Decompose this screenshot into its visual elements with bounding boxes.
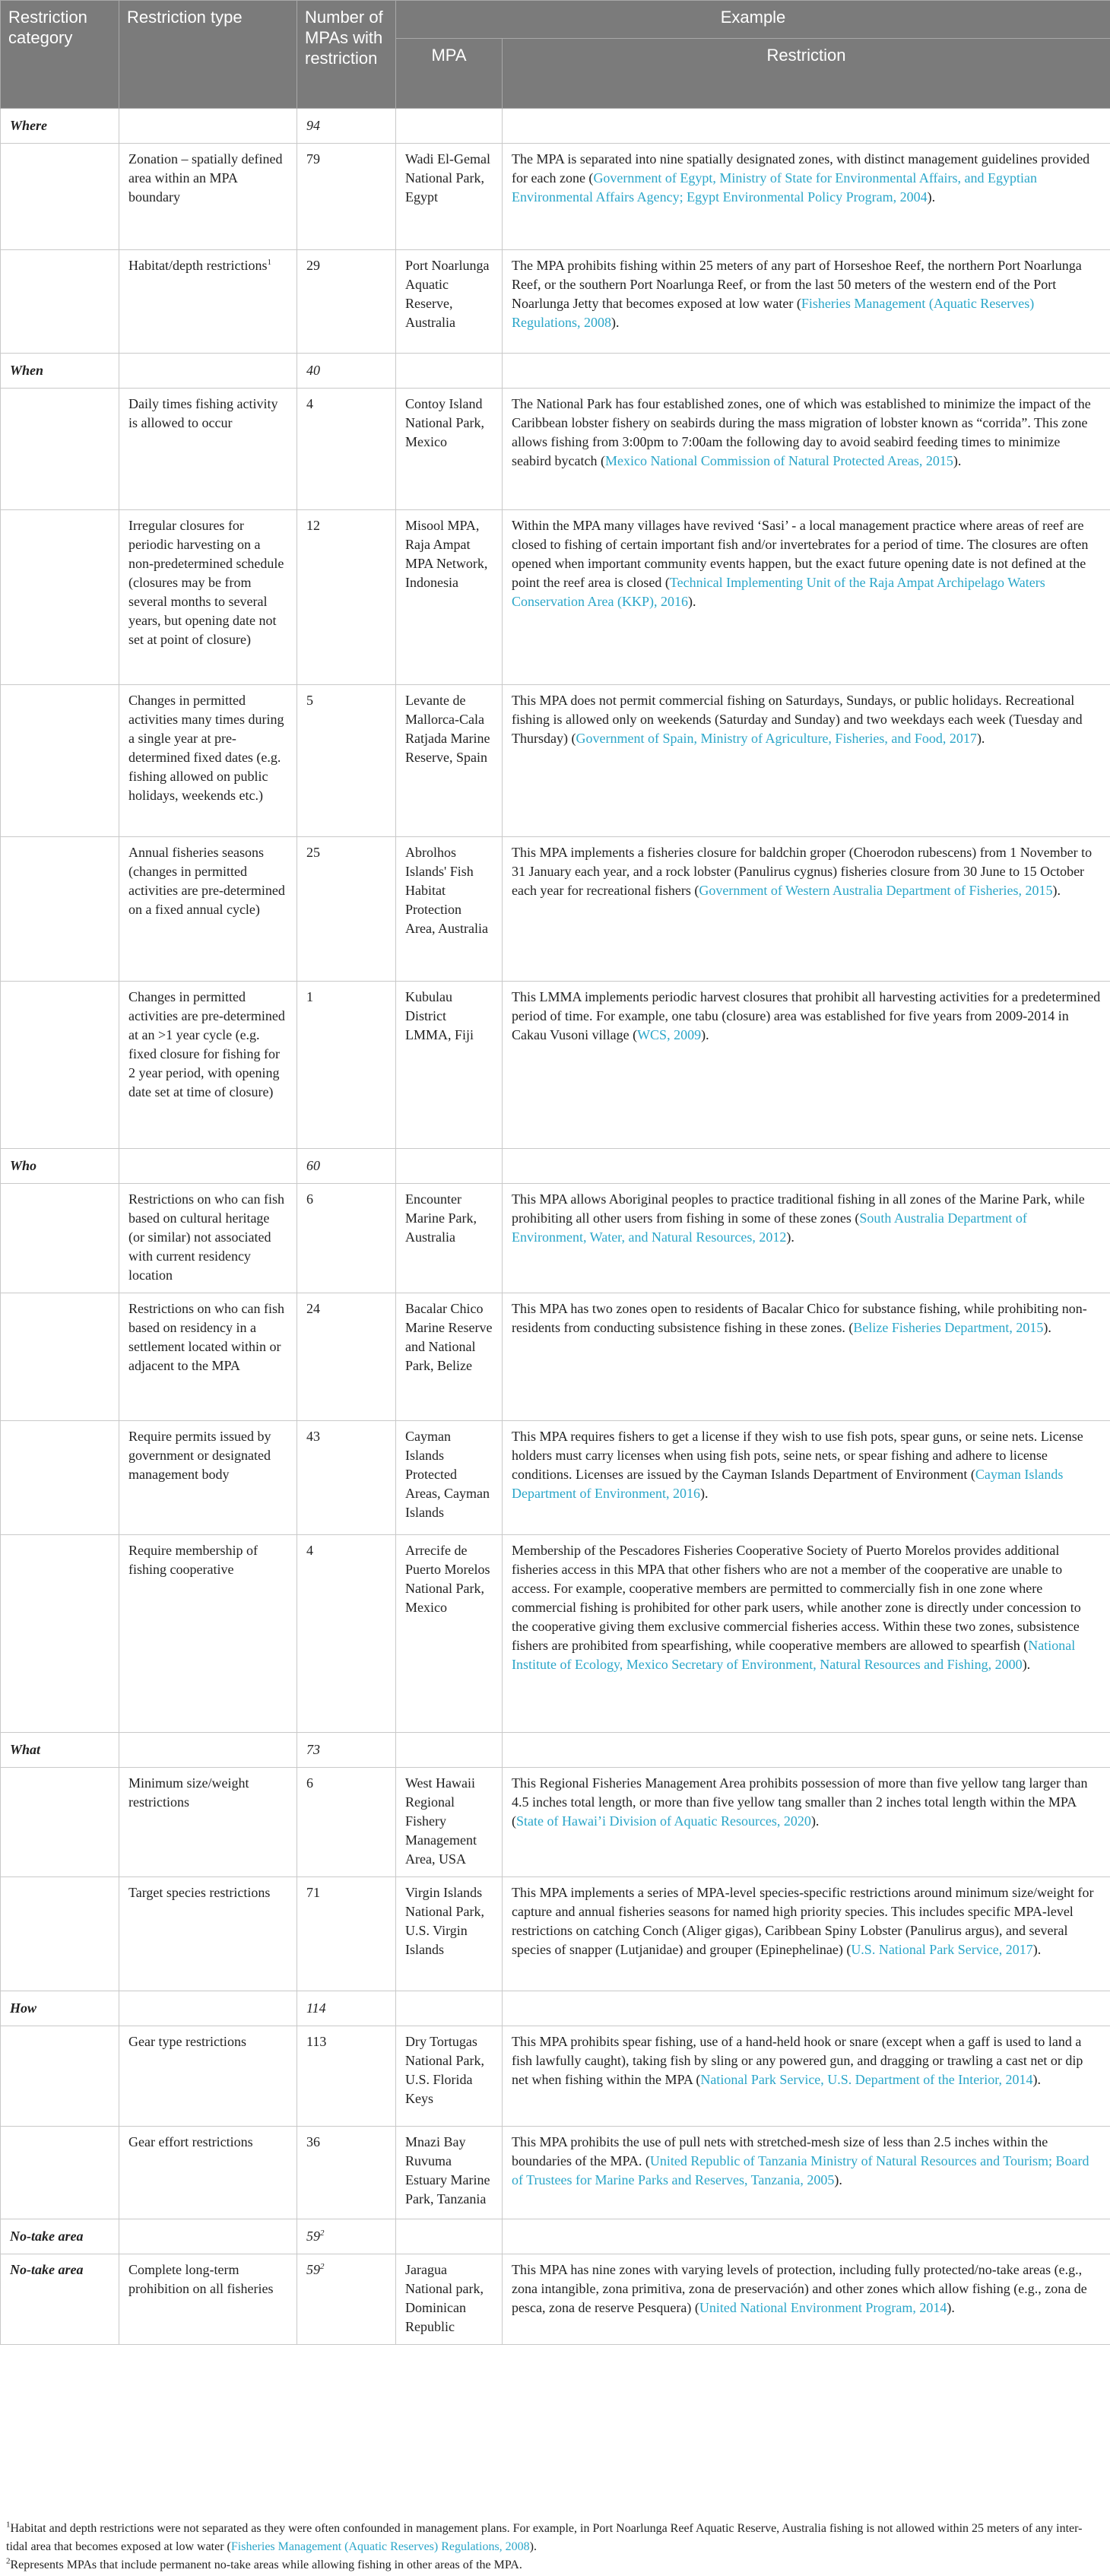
cell-restriction-type — [119, 1768, 297, 1877]
cell-number-of-mpas — [297, 1535, 396, 1733]
number-value: 6 — [306, 1775, 313, 1791]
mpa-name: Bacalar Chico Marine Reserve and National Park, Belize — [405, 1301, 493, 1373]
footnote-marker: 2 — [320, 2262, 325, 2271]
cell-number-of-mpas — [297, 1184, 396, 1293]
citation-link: Fisheries Management (Aquatic Reserves) Regulations, 2008 — [512, 296, 1035, 330]
cell-restriction — [503, 389, 1110, 510]
restriction-type-text: Changes in permitted activities are pre-determined at an >1 year cycle (e.g. fixed closure for fishing for 2 year period, with opening date set at time of closure) — [128, 989, 285, 1099]
footnote-marker: 2 — [320, 2229, 325, 2238]
restriction-text-end: ). — [947, 2300, 955, 2315]
table-row — [1, 1535, 1110, 1733]
cell-number-of-mpas — [297, 2254, 396, 2345]
citation-link: State of Hawai’i Division of Aquatic Resources, 2020 — [516, 1813, 811, 1829]
footnote-text: Habitat and depth restrictions were not separated as they were often confounded in management plans. For example, in Port Noarlunga Reef Aquatic Reserve, Australia fishing is not allowed within 25 meters of any inter-tidal area that becomes exposed at low water ( — [6, 2522, 1083, 2553]
category-row — [1, 109, 1110, 144]
restriction-text: This LMMA implements periodic harvest closures that prohibit all harvesting activities for a predetermined period of time. For example, one tabu (closure) area was established for five years from 2009-2014 in Cakau Vusoni village ( — [512, 989, 1101, 1042]
restriction-text: This MPA prohibits the use of pull nets with stretched-mesh size of less than 2.5 inches within the boundaries of the MPA. ( — [512, 2134, 1048, 2168]
mpa-name: Levante de Mallorca-Cala Ratjada Marine Reserve, Spain — [405, 693, 490, 765]
restriction-text-end: ). — [687, 594, 696, 609]
cell-number-of-mpas — [297, 250, 396, 354]
mpa-name: Cayman Islands Protected Areas, Cayman Islands — [405, 1429, 490, 1520]
table-row — [1, 2127, 1110, 2219]
restriction-text: The National Park has four established zones, one of which was established to minimize the impact of the Caribbean lobster fishery on seabirds during the mass migration of lobster known as “corrida”. This zone allows fishing from 3:00pm to 7:00am the following day to avoid seabird feeding times to minimize seabird bycatch ( — [512, 396, 1091, 468]
cell-category — [1, 982, 119, 1149]
number-value: 59 — [306, 2262, 320, 2277]
header-restriction-category: Restriction category — [1, 1, 119, 109]
restriction-type-text: Restrictions on who can fish based on cultural heritage (or similar) not associated with current residency location — [128, 1191, 284, 1283]
number-value: 4 — [306, 1543, 313, 1558]
restriction-type-text: Gear type restrictions — [128, 2034, 246, 2049]
citation-link: United National Environment Program, 2014 — [699, 2300, 947, 2315]
category-row — [1, 1733, 1110, 1768]
number-value: 12 — [306, 518, 320, 533]
category-label: No-take area — [10, 2262, 84, 2277]
citation-link: Government of Spain, Ministry of Agriculture, Fisheries, and Food, 2017 — [576, 731, 977, 746]
cell-category — [1, 354, 119, 389]
cell-number-of-mpas — [297, 510, 396, 685]
restriction-type-text: Complete long-term prohibition on all fisheries — [128, 2262, 274, 2296]
cell-category — [1, 1877, 119, 1991]
header-example: Example — [396, 1, 1110, 39]
cell-restriction — [503, 144, 1110, 250]
citation-link: National Park Service, U.S. Department of the Interior, 2014 — [700, 2072, 1033, 2087]
table-row — [1, 144, 1110, 250]
restriction-text: This MPA requires fishers to get a license if they wish to use fish pots, spear guns, or seine nets. License holders must carry licenses when using fish pots, seine nets, or spear fishing and adhere to license conditions. Licenses are issued by the Cayman Islands Department of Environment ( — [512, 1429, 1083, 1482]
table-row — [1, 982, 1110, 1149]
table-row — [1, 1184, 1110, 1293]
cell-category — [1, 2219, 119, 2254]
restriction-text-end: ). — [1032, 1942, 1042, 1957]
restriction-text-end: ). — [1043, 1320, 1051, 1335]
cell-mpa — [396, 354, 503, 389]
number-value: 36 — [306, 2134, 320, 2149]
cell-category — [1, 1768, 119, 1877]
cell-mpa — [396, 250, 503, 354]
restriction-text-end: ). — [927, 189, 936, 205]
mpa-name: Wadi El-Gemal National Park, Egypt — [405, 151, 491, 205]
cell-mpa — [396, 2026, 503, 2127]
mpa-name: Port Noarlunga Aquatic Reserve, Australia — [405, 258, 490, 330]
restriction-type-text: Require permits issued by government or designated management body — [128, 1429, 271, 1482]
citation-link: Belize Fisheries Department, 2015 — [853, 1320, 1044, 1335]
category-label: How — [10, 2000, 37, 2016]
footnote-marker: 1 — [267, 258, 271, 267]
cell-mpa — [396, 1991, 503, 2026]
cell-restriction — [503, 354, 1110, 389]
restriction-text: This MPA allows Aboriginal peoples to practice traditional fishing in all zones of the Marine Park, while prohibiting all other users from fishing in some of these zones ( — [512, 1191, 1085, 1226]
cell-mpa — [396, 982, 503, 1149]
cell-mpa — [396, 1293, 503, 1421]
restriction-text-end: ). — [699, 1486, 709, 1501]
cell-restriction-type — [119, 1991, 297, 2026]
number-value: 6 — [306, 1191, 313, 1207]
cell-restriction — [503, 982, 1110, 1149]
cell-restriction — [503, 109, 1110, 144]
cell-number-of-mpas — [297, 1991, 396, 2026]
restriction-text-end: ). — [953, 453, 962, 468]
cell-restriction — [503, 510, 1110, 685]
restriction-type-text: Annual fisheries seasons (changes in permitted activities are pre-determined on a fixed annual cycle) — [128, 845, 285, 917]
cell-restriction — [503, 250, 1110, 354]
restriction-type-text: Require membership of fishing cooperative — [128, 1543, 258, 1577]
table-row — [1, 2254, 1110, 2345]
cell-restriction-type — [119, 144, 297, 250]
mpa-name: Jaragua National park, Dominican Republic — [405, 2262, 484, 2334]
footnote — [6, 2520, 1101, 2556]
cell-restriction — [503, 1733, 1110, 1768]
cell-restriction — [503, 2254, 1110, 2345]
cell-restriction — [503, 2127, 1110, 2219]
cell-number-of-mpas — [297, 1768, 396, 1877]
restriction-text: Within the MPA many villages have revived ‘Sasi’ - a local management practice where areas of reef are closed to fishing of certain important fish and/or invertebrates for a period of time. The closures are often opened when important community events happen, but the exact future opening date is not defined at the point the reef area is closed ( — [512, 518, 1089, 590]
mpa-name: West Hawaii Regional Fishery Management Area, USA — [405, 1775, 477, 1867]
cell-number-of-mpas — [297, 354, 396, 389]
cell-number-of-mpas — [297, 1293, 396, 1421]
mpa-name: Misool MPA, Raja Ampat MPA Network, Indonesia — [405, 518, 488, 590]
cell-mpa — [396, 837, 503, 982]
cell-category — [1, 2127, 119, 2219]
cell-category — [1, 2254, 119, 2345]
citation-link: U.S. National Park Service, 2017 — [851, 1942, 1033, 1957]
table-row — [1, 1768, 1110, 1877]
cell-mpa — [396, 1733, 503, 1768]
cell-category — [1, 144, 119, 250]
cell-restriction-type — [119, 2219, 297, 2254]
cell-number-of-mpas — [297, 2127, 396, 2219]
cell-mpa — [396, 144, 503, 250]
cell-restriction — [503, 2219, 1110, 2254]
footnote-number: 2 — [6, 2556, 11, 2566]
cell-mpa — [396, 685, 503, 837]
restriction-text: This MPA has two zones open to residents of Bacalar Chico for substance fishing, while prohibiting non-residents from conducting subsistence fishing in these zones. ( — [512, 1301, 1087, 1335]
cell-number-of-mpas — [297, 144, 396, 250]
restriction-text-end: ). — [834, 2172, 842, 2187]
footnote-citation-link: Fisheries Management (Aquatic Reserves) Regulations, 2008 — [230, 2540, 530, 2553]
cell-restriction — [503, 1877, 1110, 1991]
footnote — [6, 2556, 1101, 2574]
restriction-text: The MPA prohibits fishing within 25 meters of any part of Horseshoe Reef, the northern Port Noarlunga Reef, or the southern Port Noarlunga Reef, or from the last 50 meters of the western end of the Port Noarlunga Jetty that becomes exposed at low water ( — [512, 258, 1082, 311]
cell-mpa — [396, 510, 503, 685]
footnote-text: Represents MPAs that include permanent no-take areas while allowing fishing in other areas of the MPA. — [10, 2559, 522, 2571]
cell-number-of-mpas — [297, 1733, 396, 1768]
cell-number-of-mpas — [297, 389, 396, 510]
citation-link: Government of Western Australia Department of Fisheries, 2015 — [699, 883, 1053, 898]
table-row — [1, 250, 1110, 354]
header-restriction-type: Restriction type — [119, 1, 297, 109]
number-value: 5 — [306, 693, 313, 708]
number-value: 29 — [306, 258, 320, 273]
mpa-name: Virgin Islands National Park, U.S. Virgin Islands — [405, 1885, 484, 1957]
cell-category — [1, 250, 119, 354]
cell-restriction — [503, 2026, 1110, 2127]
restriction-type-text: Gear effort restrictions — [128, 2134, 253, 2149]
category-row — [1, 354, 1110, 389]
table-row — [1, 510, 1110, 685]
table-row — [1, 837, 1110, 982]
restriction-text-end: ). — [701, 1027, 709, 1042]
restriction-type-text: Minimum size/weight restrictions — [128, 1775, 249, 1810]
cell-restriction-type — [119, 250, 297, 354]
restriction-text-end: ). — [810, 1813, 820, 1829]
cell-category — [1, 389, 119, 510]
cell-restriction-type — [119, 1733, 297, 1768]
cell-number-of-mpas — [297, 109, 396, 144]
number-value: 114 — [306, 2000, 326, 2016]
cell-category — [1, 2026, 119, 2127]
footnote-number: 1 — [6, 2520, 11, 2530]
number-value: 60 — [306, 1158, 320, 1173]
cell-restriction-type — [119, 1535, 297, 1733]
number-value: 25 — [306, 845, 320, 860]
cell-restriction — [503, 1535, 1110, 1733]
restriction-type-text: Changes in permitted activities many times during a single year at pre-determined fixed dates (e.g. fishing allowed on public holidays, weekends etc.) — [128, 693, 284, 803]
cell-number-of-mpas — [297, 685, 396, 837]
cell-restriction — [503, 1991, 1110, 2026]
number-value: 73 — [306, 1742, 320, 1757]
table-row — [1, 1877, 1110, 1991]
restriction-text: The MPA is separated into nine spatially designated zones, with distinct management guidelines provided for each zone ( — [512, 151, 1090, 186]
citation-link: WCS, 2009 — [637, 1027, 702, 1042]
cell-restriction — [503, 685, 1110, 837]
restriction-text: This Regional Fisheries Management Area prohibits possession of more than five yellow tang larger than 4.5 inches total length, or more than five yellow tang smaller than 2 inches total length within the MPA ( — [512, 1775, 1088, 1829]
citation-link: United Republic of Tanzania Ministry of Natural Resources and Tourism; Board of Trustees for Marine Parks and Reserves, Tanzania, 2005 — [512, 2153, 1089, 2187]
restriction-text: This MPA prohibits spear fishing, use of a hand-held hook or snare (except when a gaff is used to land a fish lawfully caught), taking fish by sling or any powered gun, and dragging or trawling a cast net or dip net when fishing within the MPA ( — [512, 2034, 1083, 2087]
citation-link: Cayman Islands Department of Environment, 2016 — [512, 1467, 1064, 1501]
restriction-type-text: Zonation – spatially defined area within an MPA boundary — [128, 151, 283, 205]
category-row — [1, 1991, 1110, 2026]
restriction-text: This MPA implements a fisheries closure for baldchin groper (Choerodon rubescens) from 1 November to 31 January each year, and a rock lobster (Panulirus cygnus) fisheries closure from 30 June to 15 October each year for recreational fishers ( — [512, 845, 1093, 898]
citation-link: Technical Implementing Unit of the Raja Ampat Archipelago Waters Conservation Area (KKP), 2016 — [512, 575, 1045, 609]
restriction-text-end: ). — [786, 1229, 794, 1245]
category-row — [1, 1149, 1110, 1184]
cell-restriction — [503, 1293, 1110, 1421]
citation-link: South Australia Department of Environment, Water, and Natural Resources, 2012 — [512, 1210, 1027, 1245]
number-value: 71 — [306, 1885, 320, 1900]
cell-mpa — [396, 1877, 503, 1991]
cell-category — [1, 109, 119, 144]
table-row — [1, 685, 1110, 837]
cell-mpa — [396, 1535, 503, 1733]
mpa-name: Abrolhos Islands' Fish Habitat Protection Area, Australia — [405, 845, 488, 936]
restriction-text: This MPA does not permit commercial fishing on Saturdays, Sundays, or public holidays. Recreational fishing is allowed only on weekends (Saturday and Sunday) and two weekdays each week (Tuesday and Thursday) ( — [512, 693, 1083, 746]
mpa-name: Arrecife de Puerto Morelos National Park, Mexico — [405, 1543, 490, 1615]
cell-number-of-mpas — [297, 1877, 396, 1991]
cell-number-of-mpas — [297, 2219, 396, 2254]
header-mpa: MPA — [396, 39, 503, 109]
cell-category — [1, 1149, 119, 1184]
citation-link: Mexico National Commission of Natural Protected Areas, 2015 — [604, 453, 953, 468]
cell-number-of-mpas — [297, 837, 396, 982]
cell-restriction-type — [119, 1149, 297, 1184]
cell-restriction — [503, 1184, 1110, 1293]
restriction-type-text: Habitat/depth restrictions — [128, 258, 268, 273]
mpa-name: Contoy Island National Park, Mexico — [405, 396, 484, 449]
restriction-text-end: ). — [976, 731, 985, 746]
cell-restriction-type — [119, 2026, 297, 2127]
restriction-text: This MPA has nine zones with varying levels of protection, including fully protected/no-take areas (e.g., zona intangible, zona primitiva, zona de preservación) and other zones which allow fishing (e.g., zona de pesca, zona de reserve Pesquera) ( — [512, 2262, 1087, 2315]
number-value: 79 — [306, 151, 320, 167]
cell-restriction-type — [119, 1184, 297, 1293]
table-row — [1, 2026, 1110, 2127]
cell-mpa — [396, 2219, 503, 2254]
cell-number-of-mpas — [297, 982, 396, 1149]
cell-restriction-type — [119, 837, 297, 982]
cell-category — [1, 1535, 119, 1733]
cell-mpa — [396, 2127, 503, 2219]
cell-restriction — [503, 1421, 1110, 1535]
cell-restriction-type — [119, 389, 297, 510]
cell-restriction-type — [119, 1877, 297, 1991]
restriction-type-text: Daily times fishing activity is allowed to occur — [128, 396, 278, 430]
mpa-name: Dry Tortugas National Park, U.S. Florida Keys — [405, 2034, 484, 2106]
cell-number-of-mpas — [297, 1149, 396, 1184]
cell-mpa — [396, 1768, 503, 1877]
header-number-of-mpas: Number of MPAs with restriction — [297, 1, 396, 109]
restriction-text: This MPA implements a series of MPA-level species-specific restrictions around minimum size/weight for capture and annual fisheries seasons for named high priority species. This includes specific MPA-level restrictions on catching Conch (Aliger gigas), Caribbean Spiny Lobster (Panulirus argus), and several species of snapper (Lutjanidae) and grouper (Epinephelinae) ( — [512, 1885, 1094, 1957]
category-label: Who — [10, 1158, 37, 1173]
cell-restriction-type — [119, 2254, 297, 2345]
category-label: What — [10, 1742, 41, 1757]
cell-category — [1, 510, 119, 685]
table-body — [1, 109, 1110, 2345]
cell-category — [1, 685, 119, 837]
cell-restriction-type — [119, 109, 297, 144]
cell-restriction-type — [119, 510, 297, 685]
table-row — [1, 389, 1110, 510]
citation-link: Government of Egypt, Ministry of State for Environmental Affairs, and Egyptian Environmental Affairs Agency; Egypt Environmental Policy Program, 2004 — [512, 170, 1037, 205]
cell-restriction-type — [119, 1421, 297, 1535]
restriction-type-text: Target species restrictions — [128, 1885, 271, 1900]
category-label: Where — [10, 118, 47, 133]
cell-mpa — [396, 2254, 503, 2345]
cell-category — [1, 1293, 119, 1421]
table-row — [1, 1293, 1110, 1421]
cell-restriction-type — [119, 1293, 297, 1421]
mpa-name: Encounter Marine Park, Australia — [405, 1191, 477, 1245]
cell-number-of-mpas — [297, 2026, 396, 2127]
cell-category — [1, 1184, 119, 1293]
footnote-text-end: ). — [529, 2540, 537, 2553]
cell-category — [1, 1421, 119, 1535]
citation-link: National Institute of Ecology, Mexico Secretary of Environment, Natural Resources and Fishing, 2000 — [512, 1638, 1076, 1672]
cell-restriction-type — [119, 685, 297, 837]
restriction-type-text: Irregular closures for periodic harvesting on a non-predetermined schedule (closures may be from several months to several years, but opening date not set at point of closure) — [128, 518, 284, 647]
number-value: 43 — [306, 1429, 320, 1444]
cell-mpa — [396, 109, 503, 144]
number-value: 40 — [306, 363, 320, 378]
cell-mpa — [396, 1184, 503, 1293]
cell-mpa — [396, 1149, 503, 1184]
cell-number-of-mpas — [297, 1421, 396, 1535]
cell-restriction — [503, 1768, 1110, 1877]
cell-restriction — [503, 837, 1110, 982]
table-header — [1, 1, 1110, 109]
cell-mpa — [396, 389, 503, 510]
cell-category — [1, 1733, 119, 1768]
cell-restriction — [503, 1149, 1110, 1184]
category-label: When — [10, 363, 44, 378]
header-restriction: Restriction — [503, 39, 1110, 109]
cell-category — [1, 837, 119, 982]
cell-mpa — [396, 1421, 503, 1535]
mpa-name: Kubulau District LMMA, Fiji — [405, 989, 474, 1042]
cell-restriction-type — [119, 982, 297, 1149]
number-value: 4 — [306, 396, 313, 411]
number-value: 59 — [306, 2229, 320, 2244]
cell-category — [1, 1991, 119, 2026]
restriction-text: Membership of the Pescadores Fisheries Cooperative Society of Puerto Morelos provides additional fisheries access in this MPA that other fishers who are not a member of the cooperative are unable to access. For example, cooperative members are permitted to commercially fish in one zone where commercial fishing is prohibited for other park users, while another zone is directly under concession to the cooperative giving them exclusive commercial fisheries access. Within these two zones, subsistence fishers are prohibited from spearfishing, while cooperative members are allowed to spearfish ( — [512, 1543, 1081, 1653]
restriction-text-end: ). — [611, 315, 620, 330]
category-row — [1, 2219, 1110, 2254]
restriction-text-end: ). — [1022, 1657, 1031, 1672]
mpa-name: Mnazi Bay Ruvuma Estuary Marine Park, Tanzania — [405, 2134, 490, 2206]
restriction-text-end: ). — [1032, 2072, 1042, 2087]
number-value: 94 — [306, 118, 320, 133]
restriction-type-text: Restrictions on who can fish based on residency in a settlement located within or adjacent to the MPA — [128, 1301, 284, 1373]
cell-restriction-type — [119, 354, 297, 389]
cell-restriction-type — [119, 2127, 297, 2219]
number-value: 113 — [306, 2034, 327, 2049]
restriction-text-end: ). — [1052, 883, 1061, 898]
category-label: No-take area — [10, 2229, 84, 2244]
table-row — [1, 1421, 1110, 1535]
number-value: 1 — [306, 989, 313, 1004]
number-value: 24 — [306, 1301, 320, 1316]
